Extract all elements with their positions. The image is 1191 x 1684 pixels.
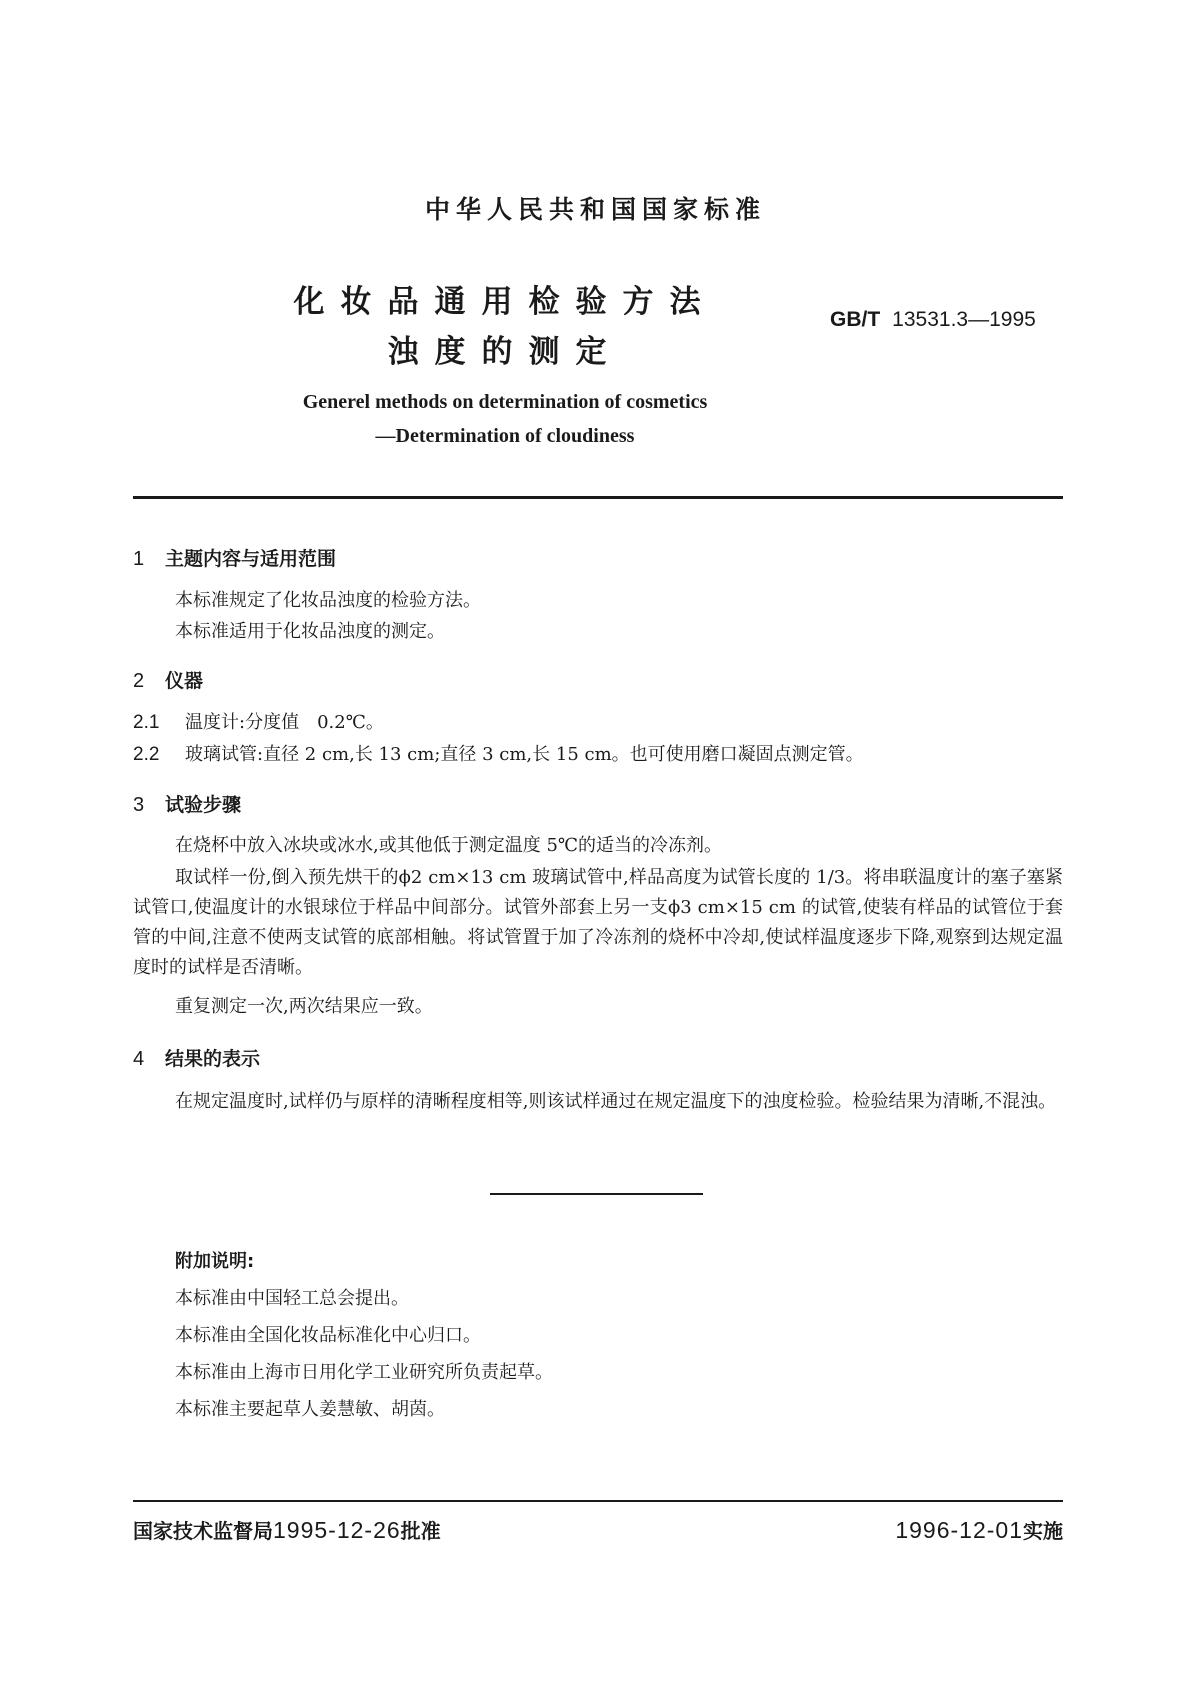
bottom-divider: [133, 1500, 1063, 1502]
section-number: 1: [133, 548, 145, 570]
section-title: 仪器: [165, 670, 204, 692]
effective-date: 1996-12-01: [895, 1517, 1023, 1543]
section-1-heading: [133, 544, 336, 571]
english-title-line-2: —Determination of cloudiness: [375, 425, 635, 447]
section-2-heading: [133, 666, 203, 693]
item-text: 温度计:分度值 0.2℃。: [185, 712, 384, 733]
item-2-2: [133, 740, 864, 770]
section-4-paragraph-1: 在规定温度时,试样仍与原样的清晰程度相等,则该试样通过在规定温度下的浊度检验。检验结果为清晰,不混浊。: [175, 1091, 1057, 1112]
section-title: 结果的表示: [165, 1048, 261, 1070]
national-standard-header: 中华人民共和国国家标准: [424, 195, 766, 224]
english-title: [0, 385, 1010, 453]
footer-approval: [133, 1515, 441, 1544]
additional-note-line: 本标准主要起草人姜慧敏、胡茵。: [175, 1399, 445, 1420]
section-3-paragraph-3: 重复测定一次,两次结果应一致。: [175, 996, 433, 1017]
section-title: 主题内容与适用范围: [165, 548, 337, 570]
footer-effective: [895, 1515, 1063, 1544]
standard-number: [830, 308, 1036, 332]
top-divider: [133, 496, 1063, 499]
standard-code: 13531.3—1995: [892, 308, 1036, 331]
section-3-paragraph-1: 在烧杯中放入冰块或冰水,或其他低于测定温度 5℃的适当的冷冻剂。: [175, 835, 723, 856]
item-2-1: [133, 708, 384, 738]
section-3-heading: [133, 790, 241, 817]
item-number: 2.2: [133, 744, 160, 765]
section-1-paragraph-1: 本标准规定了化妆品浊度的检验方法。: [175, 590, 481, 611]
effective-suffix: 实施: [1023, 1519, 1063, 1543]
english-title-line-1: Generel methods on determination of cosmetics: [302, 391, 708, 413]
section-number: 2: [133, 670, 145, 692]
standard-prefix: GB/T: [830, 308, 881, 331]
approval-suffix: 批准: [400, 1519, 441, 1543]
title-line-2: 浊度的测定: [387, 334, 623, 370]
section-4-heading: [133, 1044, 260, 1071]
additional-note-line: 本标准由中国轻工总会提出。: [175, 1288, 409, 1309]
additional-note-line: 本标准由全国化妆品标准化中心归口。: [175, 1325, 481, 1346]
section-title: 试验步骤: [165, 794, 242, 816]
section-3-paragraph-2: 取试样一份,倒入预先烘干的ϕ2 cm×13 cm 玻璃试管中,样品高度为试管长度的 1/3。将串联温度计的塞子塞紧试管口,使温度计的水银球位于样品中间部分。试管外部套上另一支ϕ3 cm×15 cm 的试管,使装有样品的试管位于套管的中间,注意不使两支试管的底部相触。将试管置于加了冷冻剂的烧杯中冷却,使试样温度逐步下降,观察到达规定温度时的试样是否清晰。: [133, 867, 1063, 978]
title-line-1: 化妆品通用检验方法: [293, 284, 717, 320]
item-number: 2.1: [133, 712, 160, 733]
approver: 国家技术监督局: [133, 1519, 273, 1543]
middle-divider: [490, 1193, 703, 1195]
additional-notes: [175, 1243, 553, 1428]
section-1-paragraph-2: 本标准适用于化妆品浊度的测定。: [175, 621, 445, 642]
section-number: 4: [133, 1048, 145, 1070]
additional-note-line: 本标准由上海市日用化学工业研究所负责起草。: [175, 1362, 553, 1383]
approval-date: 1995-12-26: [273, 1517, 401, 1543]
item-text: 玻璃试管:直径 2 cm,长 13 cm;直径 3 cm,长 15 cm。也可使用磨口凝固点测定管。: [185, 744, 864, 765]
section-number: 3: [133, 794, 145, 816]
additional-notes-title: 附加说明:: [175, 1251, 255, 1272]
